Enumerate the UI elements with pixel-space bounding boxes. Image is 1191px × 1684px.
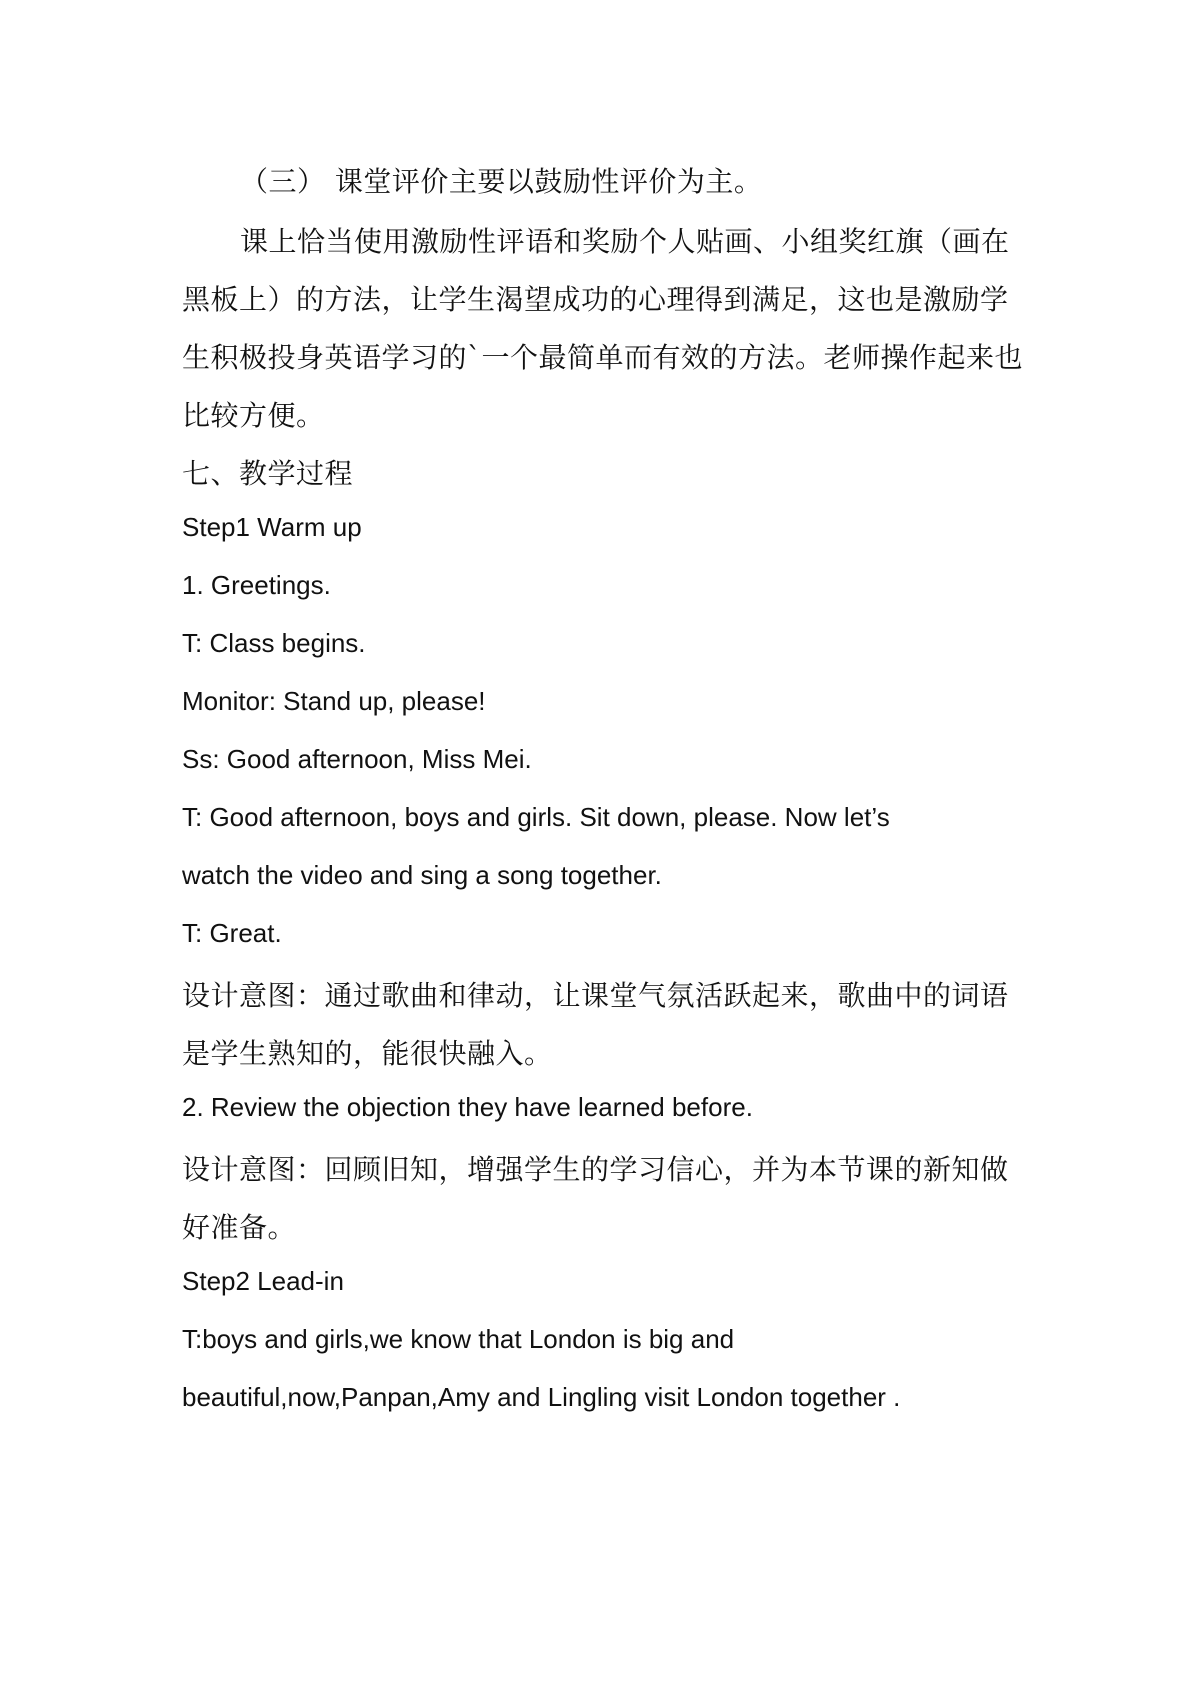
paragraph-line: Monitor: Stand up, please! [182, 686, 486, 716]
section-heading-classroom-evaluation: （三） 课堂评价主要以鼓励性评价为主。 [240, 165, 763, 198]
design-intent-line: 是学生熟知的，能很快融入。 [182, 1037, 553, 1070]
step-heading: Step2 Lead-in [182, 1266, 344, 1296]
paragraph-line: 2. Review the objection they have learned before. [182, 1092, 753, 1122]
paragraph-line: Ss: Good afternoon, Miss Mei. [182, 744, 532, 774]
paragraph-line: T: Great. [182, 918, 282, 948]
paragraph-line: T: Class begins. [182, 628, 366, 658]
design-intent-line: 好准备。 [182, 1211, 297, 1244]
paragraph-line: T: Good afternoon, boys and girls. Sit down, please. Now let’s [182, 802, 890, 832]
paragraph-line: 比较方便。 [182, 399, 325, 432]
paragraph-line: 1. Greetings. [182, 570, 331, 600]
design-intent-line: 设计意图：通过歌曲和律动，让课堂气氛活跃起来，歌曲中的词语 [182, 979, 1009, 1012]
design-intent-line: 设计意图：回顾旧知，增强学生的学习信心，并为本节课的新知做 [182, 1153, 1009, 1186]
paragraph-line: 黑板上）的方法，让学生渴望成功的心理得到满足，这也是激励学 [182, 283, 1009, 316]
section-heading-teaching-process: 七、教学过程 [182, 457, 354, 490]
paragraph-line: 生积极投身英语学习的`一个最简单而有效的方法。老师操作起来也 [182, 341, 1024, 374]
paragraph-line: 课上恰当使用激励性评语和奖励个人贴画、小组奖红旗（画在 [240, 225, 1010, 258]
step-heading: Step1 Warm up [182, 512, 362, 542]
paragraph-line: beautiful,now,Panpan,Amy and Lingling visit London together . [182, 1382, 901, 1412]
paragraph-line: watch the video and sing a song together. [182, 860, 662, 890]
paragraph-line: T:boys and girls,we know that London is big and [182, 1324, 735, 1354]
